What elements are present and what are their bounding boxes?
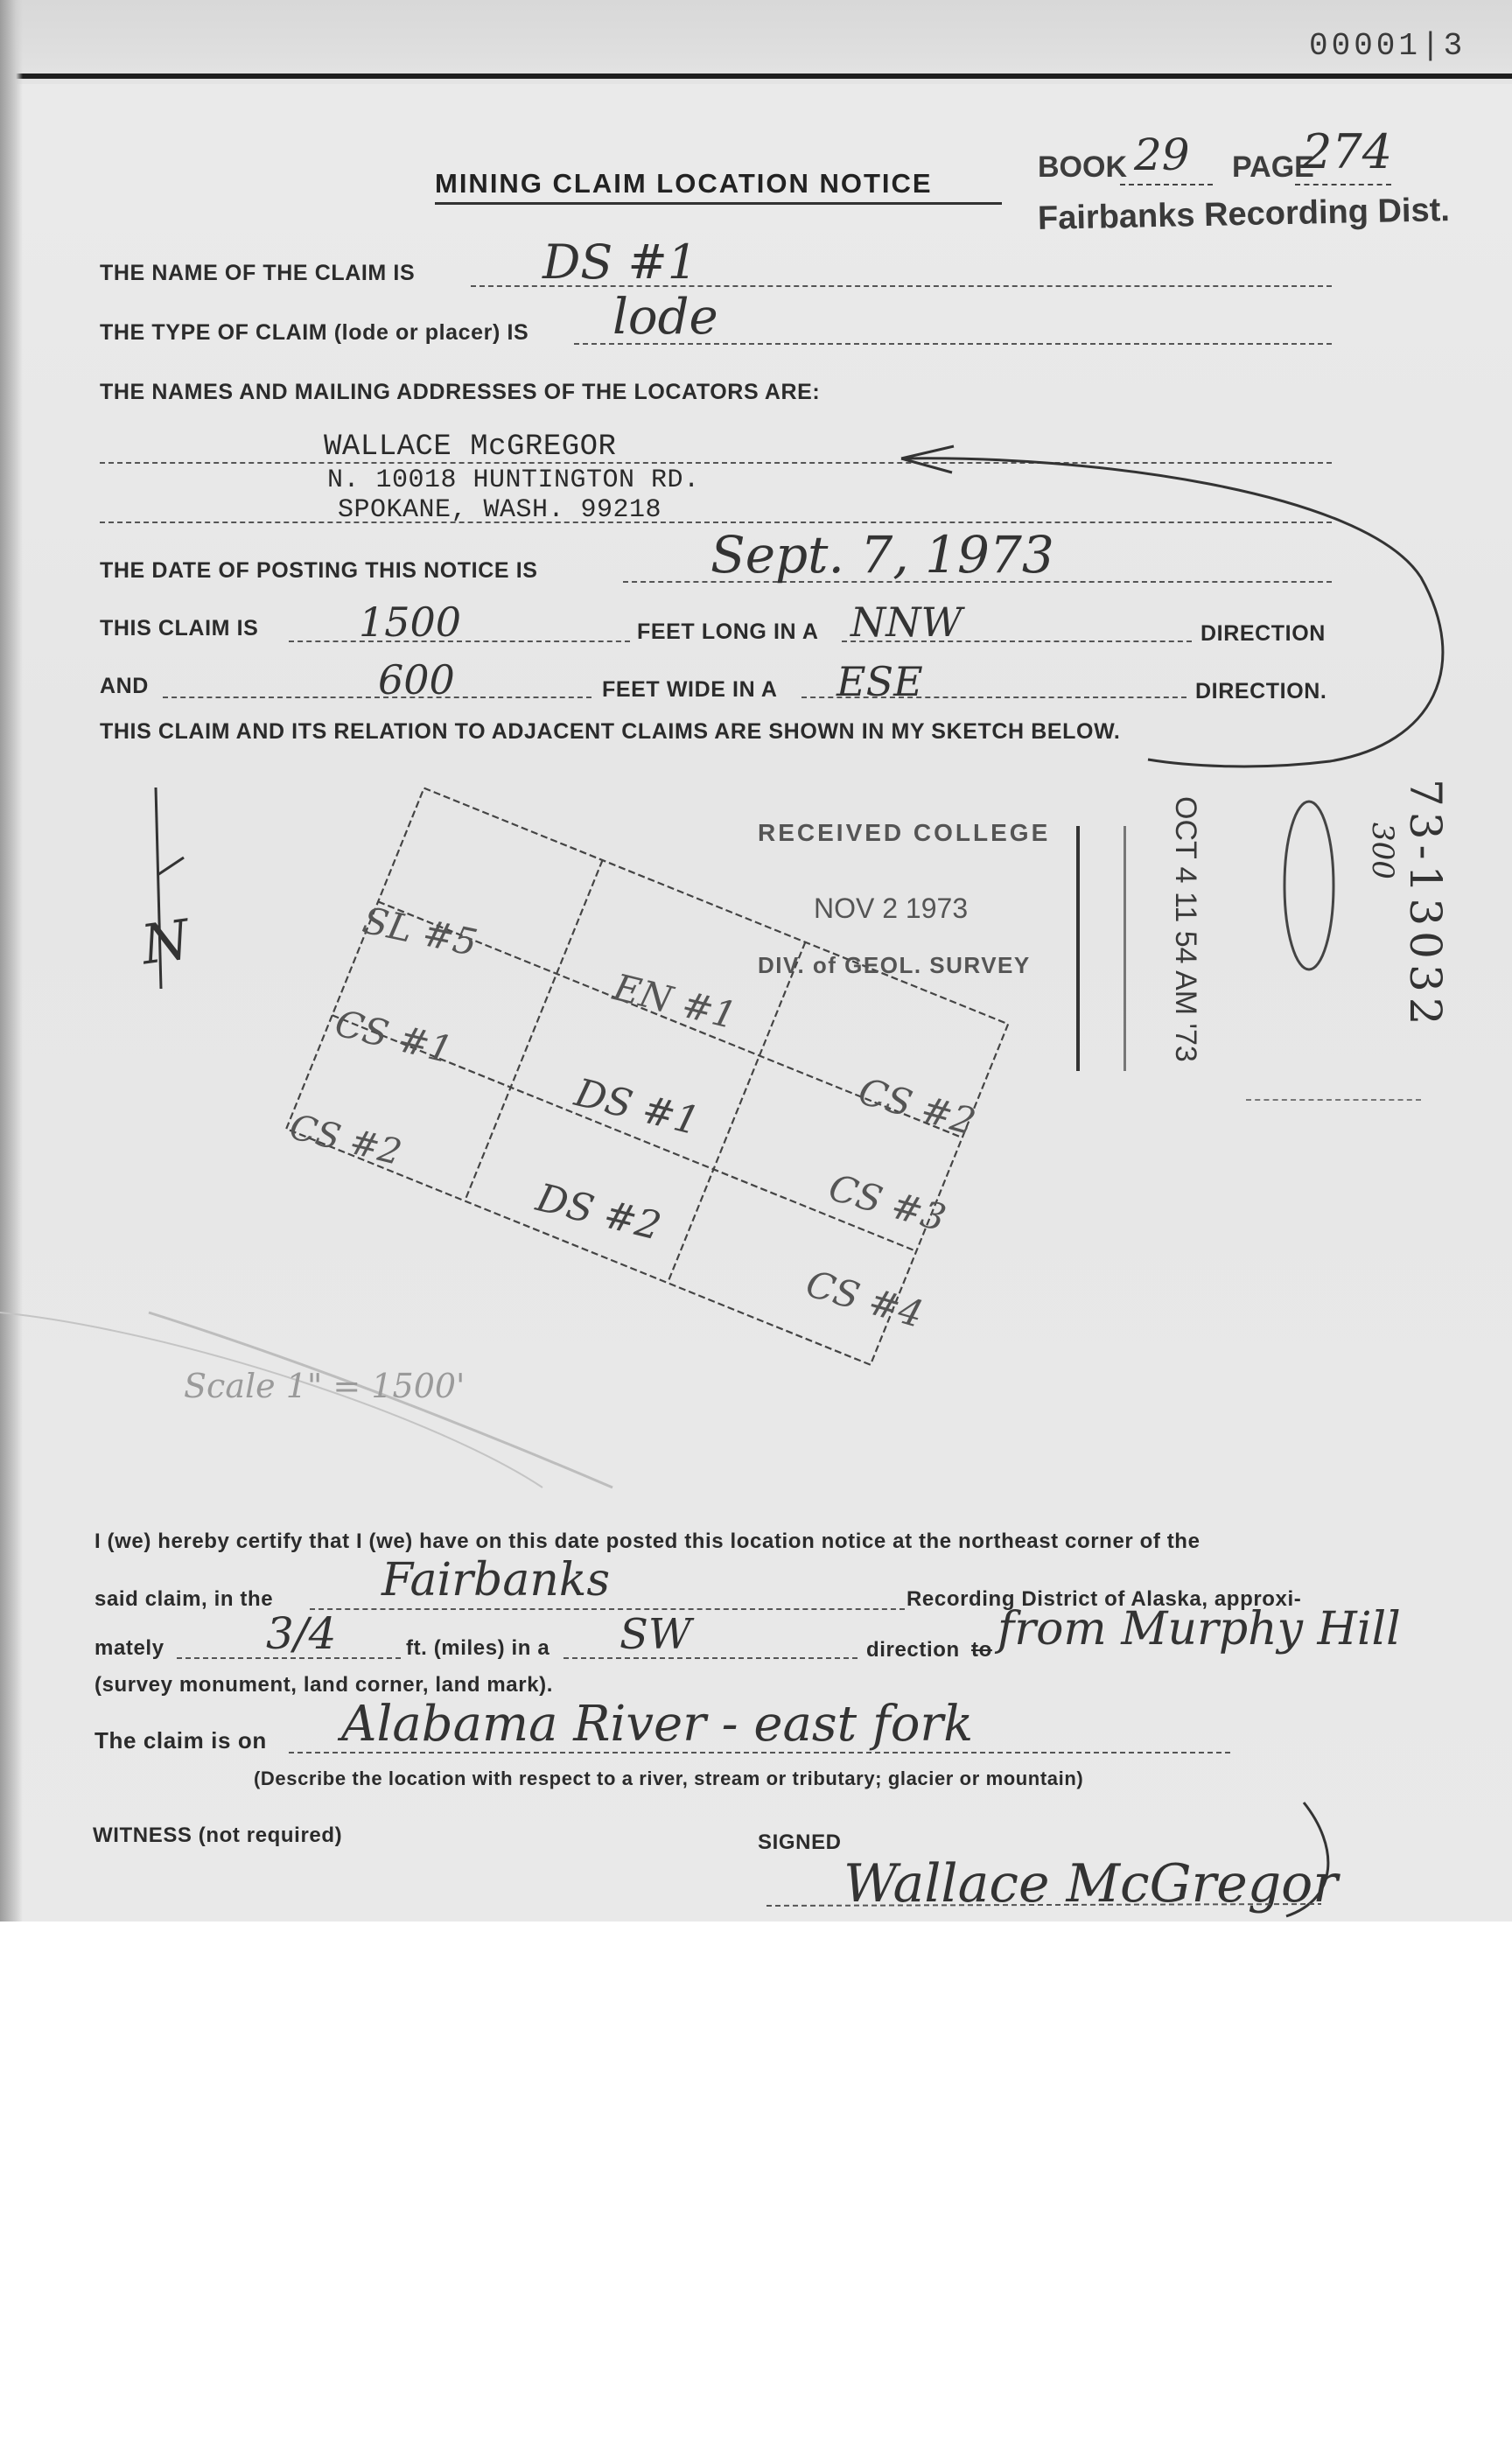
received-stamp-line1: RECEIVED COLLEGE [758,819,1051,846]
width-suffix: DIRECTION. [1195,679,1327,704]
received-stamp-date: NOV 2 1973 [814,892,969,924]
sketch-cell-ds2: DS #2 [531,1175,666,1250]
claim-type-label: THE TYPE OF CLAIM (lode or placer) IS [100,320,529,345]
length-mid: FEET LONG IN A [637,620,819,644]
sketch-cell-en1: EN #1 [609,965,741,1038]
direction-value: SW [620,1610,692,1659]
side-file-sub: 300 [1365,822,1400,879]
locator-city: SPOKANE, WASH. 99218 [338,495,662,525]
signed-label: SIGNED [758,1830,842,1854]
page-value: 274 [1302,124,1393,179]
width-direction: ESE [836,658,923,705]
posting-date-value: Sept. 7, 1973 [710,525,1054,584]
location-value: Alabama River - east fork [341,1696,974,1753]
certification-in-the: said claim, in the [94,1587,274,1611]
certification-mately: mately [94,1636,164,1660]
book-value: 29 [1134,130,1190,180]
sketch-cell-cs2-west: CS #2 [285,1106,406,1174]
certification-in-a: ft. (miles) in a [406,1636,550,1660]
length-suffix: DIRECTION [1200,621,1326,646]
length-prefix: THIS CLAIM IS [100,616,259,640]
page-title: MINING CLAIM LOCATION NOTICE [435,168,933,199]
signature: Wallace McGregor [844,1853,1338,1914]
width-prefix: AND [100,674,149,698]
page-label: PAGE [1232,150,1314,184]
document-number: 00001|3 [1309,28,1466,64]
received-stamp-line3: DIV. of GEOL. SURVEY [758,952,1031,978]
sketch-cell-cs2-east: CS #2 [853,1069,981,1144]
side-file-number: 73-13032 [1400,779,1451,1031]
location-prefix: The claim is on [94,1727,267,1754]
certification-to-struck: to [971,1638,992,1662]
filed-stamp: OCT 4 11 54 AM '73 [1169,796,1202,1062]
north-mark: N [137,906,194,977]
sketch-cell-sl5: SL #5 [359,898,481,965]
claim-name-value: DS #1 [542,234,698,290]
distance-value: 3/4 [266,1608,337,1659]
locator-address: N. 10018 HUNTINGTON RD. [327,466,700,495]
locator-name: WALLACE McGREGOR [324,430,617,464]
sketch-cell-cs3: CS #3 [823,1166,951,1240]
sketch-cell-ds1: DS #1 [570,1070,704,1144]
locators-label: THE NAMES AND MAILING ADDRESSES OF THE LOCATORS ARE: [100,380,821,404]
sketch-scale-note: Scale 1" = 1500' [184,1367,466,1405]
certification-line-1: I (we) hereby certify that I (we) have on this date posted this location notice at the northeast corner of the [94,1530,1200,1553]
length-direction: NNW [850,598,962,646]
certification-landmark: (survey monument, land corner, land mark). [94,1673,553,1697]
book-label: BOOK [1038,150,1127,184]
sketch-cell-cs1: CS #1 [331,1001,458,1072]
location-note: (Describe the location with respect to a river, stream or tributary; glacier or mountain) [254,1768,1084,1789]
recording-district: Fairbanks Recording Dist. [1037,192,1451,237]
from-value: from Murphy Hill [998,1603,1401,1656]
certification-direction: direction [866,1638,960,1662]
length-value: 1500 [359,598,462,646]
posting-date-label: THE DATE OF POSTING THIS NOTICE IS [100,558,538,583]
sketch-cell-cs4: CS #4 [801,1262,928,1336]
certification-recording: Recording District of Alaska, approxi- [906,1587,1302,1611]
district-value: Fairbanks [382,1554,611,1606]
sketch-label: THIS CLAIM AND ITS RELATION TO ADJACENT CLAIMS ARE SHOWN IN MY SKETCH BELOW. [100,719,1121,744]
witness-label: WITNESS (not required) [93,1824,343,1847]
claim-name-label: THE NAME OF THE CLAIM IS [100,261,416,285]
width-mid: FEET WIDE IN A [602,677,778,702]
claim-type-value: lode [612,289,718,346]
width-value: 600 [378,656,455,704]
